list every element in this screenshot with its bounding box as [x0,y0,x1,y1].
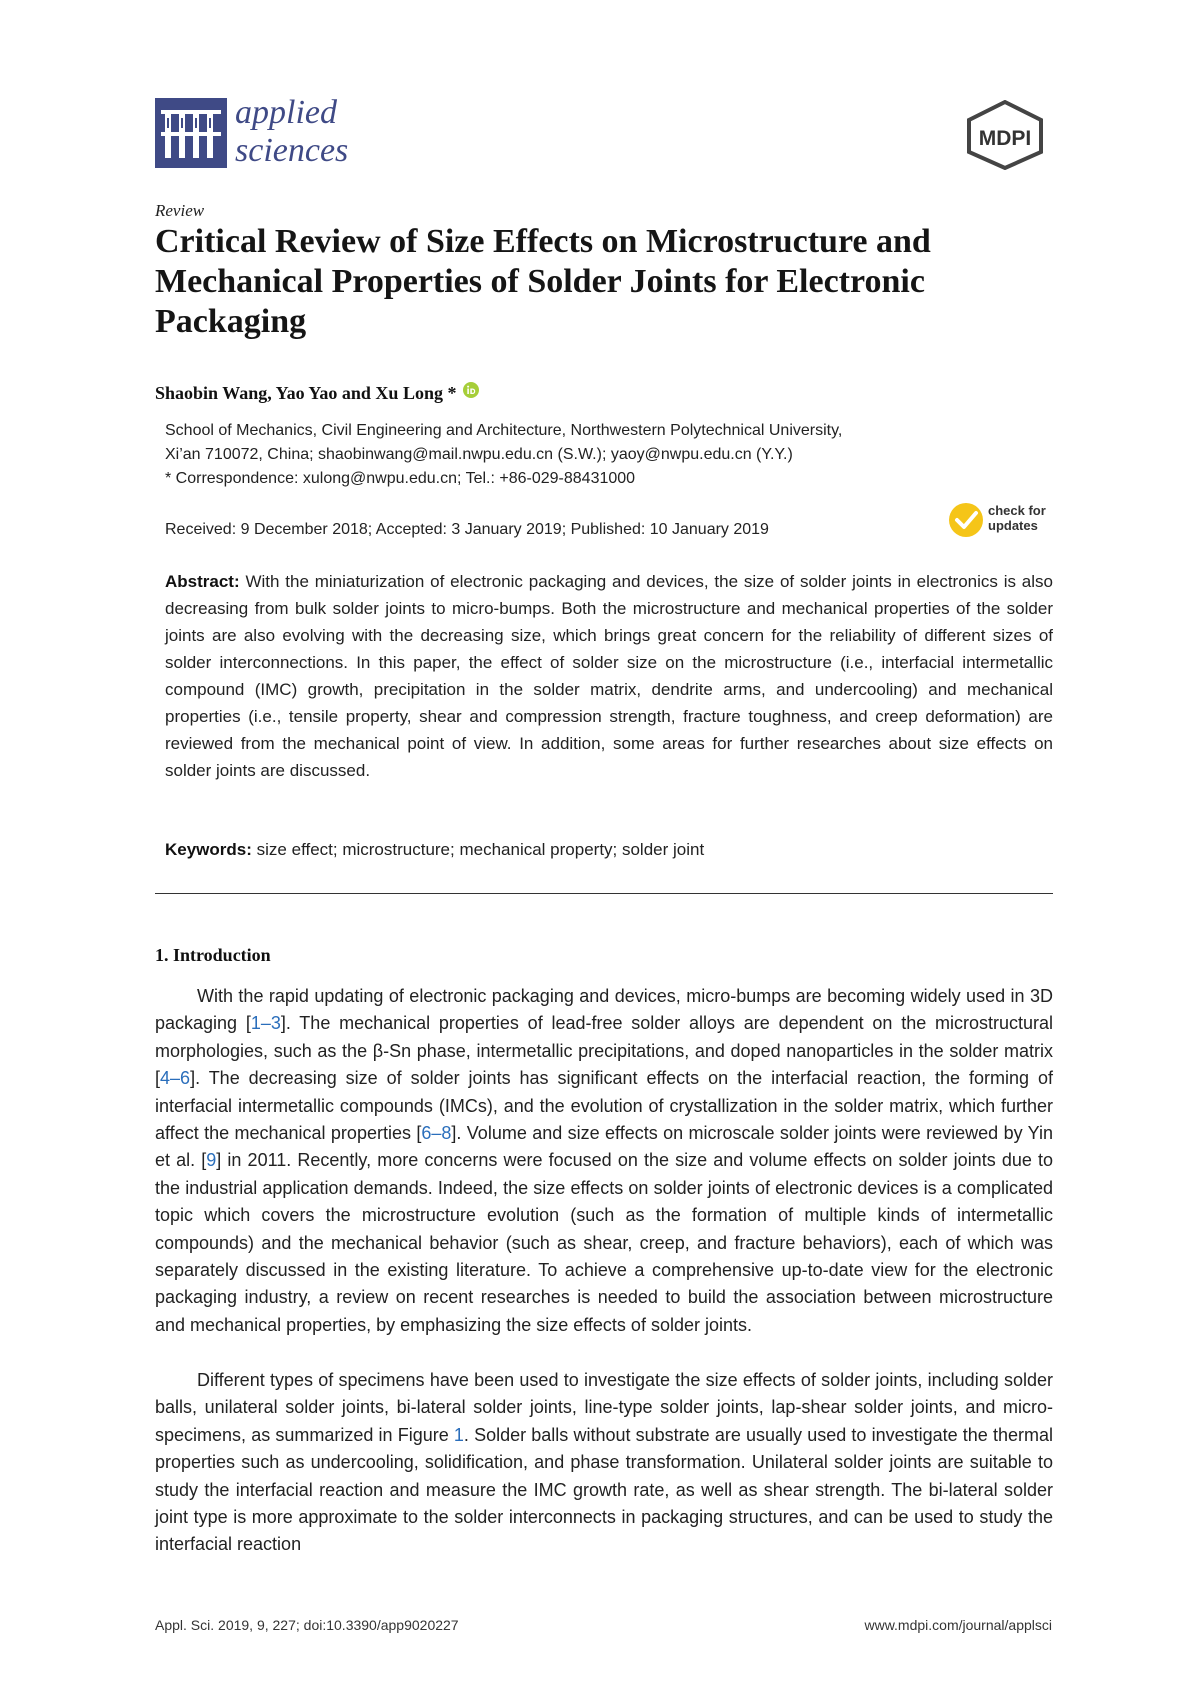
para-text: With the rapid updating of electronic packaging and devices, micro-bumps are becoming widely used in 3D packaging [ [155,986,1053,1034]
check-updates-line1: check for [988,503,1046,518]
citation-link[interactable]: 1–3 [250,1013,281,1034]
abstract-label: Abstract: [165,572,240,591]
section-divider [155,893,1053,894]
para-text: Different types of specimens have been used to investigate the size effects of solder joints, including solder balls, unilateral solder joints, bi-lateral solder joints, line-type solder joints, lap-shear solder joints, and micro-specimens, as summarized in Figure [155,1370,1053,1445]
keywords-text: size effect; microstructure; mechanical property; solder joint [256,840,705,859]
journal-name-line1: applied [235,94,337,131]
journal-name-line2: sciences [235,132,349,169]
para-text: . Solder balls without substrate are usually used to investigate the thermal properties such as undercooling, solidification, and phase transformation. Unilateral solder joints are suitable to study the interfacial reaction and measure the IMC growth rate, as well as shear strength. The bi-lateral solder joint type is more approximate to the solder interconnects in packaging structures, and can be used to study the interfacial reaction [155,1424,1053,1555]
footer-journal-url[interactable]: www.mdpi.com/journal/applsci [864,1617,1052,1633]
citation-link[interactable]: 9 [206,1150,217,1171]
authors [155,382,479,404]
abstract-text: With the miniaturization of electronic packaging and devices, the size of solder joints in electronics is also decreasing from bulk solder joints to micro-bumps. Both the microstructure and mechanical properties of the solder joints are also evolving with the decreasing size, which brings great concern for the reliability of different sizes of solder interconnections. In this paper, the effect of solder size on the microstructure (i.e., interfacial intermetallic compound (IMC) growth, precipitation in the solder matrix, dendrite arms, and undercooling) and mechanical properties (i.e., tensile property, shear and compression strength, fracture toughness, and creep deformation) are reviewed from the mechanical point of view. In addition, some areas for further researches about size effects on solder joints are discussed. [165,572,1053,780]
para-text: ] in 2011. Recently, more concerns were focused on the size and volume effects on solder joints due to the industrial application demands. Indeed, the size effects on solder joints of electronic devices is a complicated topic which covers the microstructure evolution (such as the formation of multiple kinds of intermetallic compounds) and the mechanical behavior (such as shear, creep, and fracture behaviors), each of which was separately discussed in the existing literature. To achieve a comprehensive up-to-date view for the electronic packaging industry, a review on recent researches is needed to build the association between microstructure and mechanical properties, by emphasizing the size effects of solder joints. [155,1150,1053,1335]
journal-logo[interactable] [155,96,375,176]
publisher-logo[interactable] [965,100,1045,170]
para-text: ]. The mechanical properties of lead-free solder alloys are dependent on the microstructural morphologies, such as the β-Sn phase, intermetallic precipitations, and doped nanoparticles in the solder matrix [ [155,1013,1053,1089]
article-title: Critical Review of Size Effects on Microstructure and Mechanical Properties of Solder Joints for Electronic Packaging [155,223,931,340]
journal-name [235,94,348,170]
check-updates-line2: updates [988,518,1038,533]
citation-link[interactable]: 6–8 [421,1123,452,1144]
publisher-name: MDPI [978,127,1032,150]
abstract [165,568,1053,784]
orcid-icon[interactable] [463,382,479,398]
affiliation-block [165,419,1045,491]
figure-link[interactable]: 1 [453,1424,464,1445]
checkmark-icon [948,502,984,538]
affiliation-line-1: School of Mechanics, Civil Engineering and Architecture, Northwestern Polytechnical University, [165,422,843,439]
footer-citation: Appl. Sci. 2019, 9, 227; doi:10.3390/app9020227 [155,1617,459,1633]
citation-link[interactable]: 4–6 [160,1068,191,1089]
check-for-updates-badge[interactable] [948,500,1058,544]
correspondence: * Correspondence: xulong@nwpu.edu.cn; Tel.: +86-029-88431000 [165,470,636,487]
para-text: ]. The decreasing size of solder joints has significant effects on the interfacial reaction, the forming of interfacial intermetallic compounds (IMCs), and the evolution of crystallization in the solder matrix, which further affect the mechanical properties [ [155,1068,1053,1144]
intro-paragraph-2 [155,1367,1053,1559]
para-text: ]. Volume and size effects on microscale solder joints were reviewed by Yin et al. [ [155,1123,1053,1171]
affiliation-line-2: Xi’an 710072, China; shaobinwang@mail.nwpu.edu.cn (S.W.); yaoy@nwpu.edu.cn (Y.Y.) [165,446,793,463]
publication-dates: Received: 9 December 2018; Accepted: 3 January 2019; Published: 10 January 2019 [165,521,769,538]
mdpi-hexagon-icon [965,100,1045,170]
intro-paragraph-1 [155,983,1053,1339]
article-type: Review [155,201,205,220]
section-heading-introduction: 1. Introduction [155,945,271,965]
keywords-label: Keywords: [165,840,252,859]
keywords [165,840,1053,860]
author-list: Shaobin Wang, Yao Yao and Xu Long * [155,383,457,403]
journal-logo-mark-icon [155,98,227,168]
